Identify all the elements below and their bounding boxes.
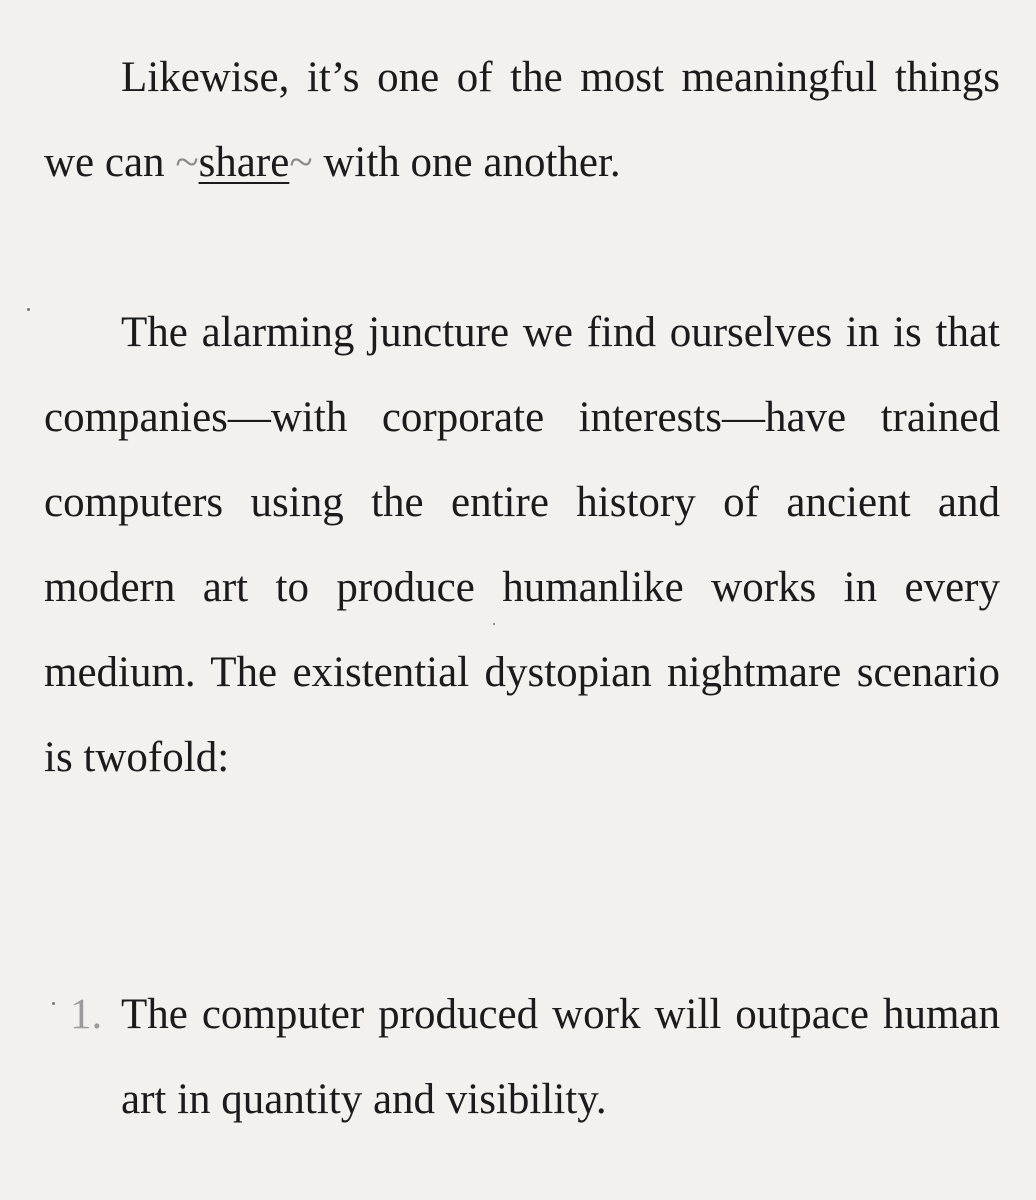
tilde-open: ~ xyxy=(175,139,199,186)
list-item-number: 1. xyxy=(70,991,103,1038)
share-link[interactable]: share xyxy=(198,139,290,186)
numbered-list xyxy=(44,972,1000,1142)
paragraph-1 xyxy=(44,35,1000,205)
paragraph-1-text-after: with one another. xyxy=(312,139,621,186)
paragraph-2-text: The alarming juncture we find ourselves in is that companies—with corporate interests—have trained computers using the entire history of ancient and modern art to produce humanlike works in every medium. The existential dystopian nightmare scenario is twofold: xyxy=(44,309,1000,781)
paper-speck xyxy=(52,1002,55,1005)
paper-speck xyxy=(27,308,30,311)
paragraph-1-text-before: Likewise, it’s one of the most meaningful things we can xyxy=(44,54,1000,186)
paragraph-2 xyxy=(44,290,1000,800)
list-item-text: The computer produced work will outpace human art in quantity and visibility. xyxy=(121,991,1000,1123)
tilde-close: ~ xyxy=(289,139,313,186)
paper-speck xyxy=(493,623,495,625)
list-item xyxy=(44,972,1000,1142)
